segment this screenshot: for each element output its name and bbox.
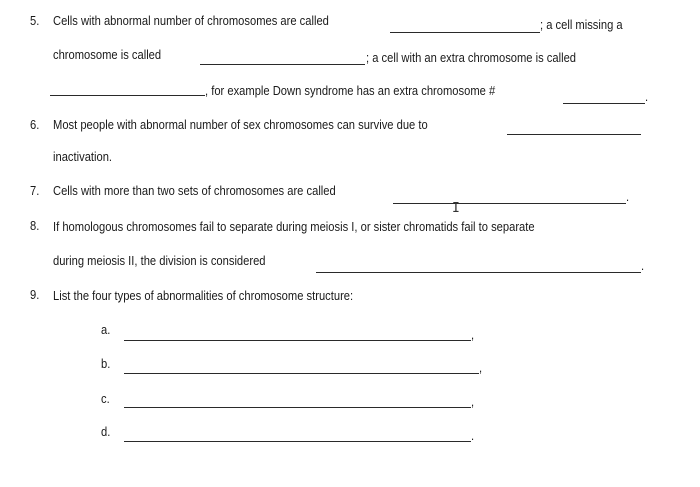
- q5-blank-3[interactable]: [50, 95, 205, 96]
- q5-line2-text: chromosome is called: [53, 47, 162, 62]
- q8-line2-text: during meiosis II, the division is considered: [53, 253, 266, 268]
- q7-blank-1[interactable]: [393, 203, 626, 204]
- q9-item-b-blank[interactable]: [124, 373, 479, 374]
- q8-line1-text: If homologous chromosomes fail to separate during meiosis I, or sister chromatids fail to separate: [53, 219, 535, 234]
- q6-blank-1[interactable]: [507, 134, 641, 135]
- q5-line3-tail: .: [645, 89, 649, 104]
- q9-item-d-end: .: [471, 428, 475, 443]
- q5-blank-1[interactable]: [390, 32, 540, 33]
- q5-line1-tail: ; a cell missing a: [540, 17, 623, 32]
- q5-blank-2[interactable]: [200, 64, 365, 65]
- q9-item-d-blank[interactable]: [124, 441, 471, 442]
- q8-number: 8.: [30, 218, 40, 233]
- q9-item-b-end: ,: [479, 360, 483, 375]
- q8-line2-tail: .: [641, 258, 645, 273]
- q9-number: 9.: [30, 287, 40, 302]
- q9-item-a-end: ,: [471, 327, 475, 342]
- q9-item-a-letter: a.: [101, 322, 111, 337]
- q5-blank-4[interactable]: [563, 103, 645, 104]
- q9-item-d-letter: d.: [101, 424, 111, 439]
- q5-line1-text: Cells with abnormal number of chromosomes are called: [53, 13, 329, 28]
- q9-item-c-blank[interactable]: [124, 407, 471, 408]
- text-cursor-icon: I: [452, 201, 460, 216]
- q9-item-c-end: ,: [471, 394, 475, 409]
- q9-item-a-blank[interactable]: [124, 340, 471, 341]
- q9-item-c-letter: c.: [101, 391, 110, 406]
- q5-line3-text: , for example Down syndrome has an extra chromosome #: [205, 83, 496, 98]
- q6-line1-text: Most people with abnormal number of sex chromosomes can survive due to: [53, 117, 428, 132]
- q7-line1-tail: .: [626, 189, 630, 204]
- q5-line2-tail: ; a cell with an extra chromosome is called: [366, 50, 577, 65]
- q9-line1-text: List the four types of abnormalities of chromosome structure:: [53, 288, 354, 303]
- q7-number: 7.: [30, 183, 40, 198]
- q7-line1-text: Cells with more than two sets of chromosomes are called: [53, 183, 336, 198]
- q8-blank-1[interactable]: [316, 272, 641, 273]
- q5-number: 5.: [30, 13, 40, 28]
- q6-number: 6.: [30, 117, 40, 132]
- q6-line2-text: inactivation.: [53, 149, 113, 164]
- q9-item-b-letter: b.: [101, 356, 111, 371]
